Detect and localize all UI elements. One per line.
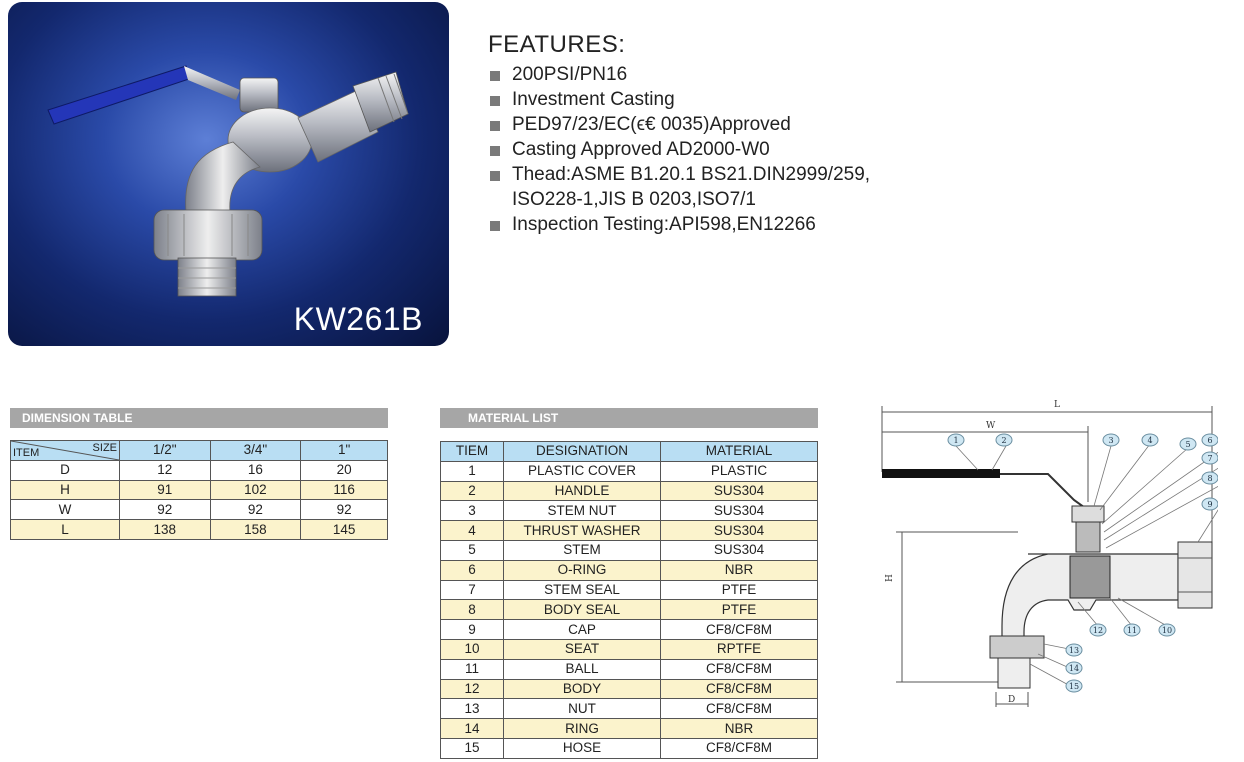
table-row [11,460,388,480]
table-row [441,738,818,758]
item-number-cell: 2 [441,481,504,501]
callout-number: 12 [1092,626,1104,635]
feature-text: Thead:ASME B1.20.1 BS21.DIN2999/259, [512,164,871,185]
feature-item [486,212,1226,237]
item-number-cell: 10 [441,639,504,659]
features-section [486,32,1226,237]
feature-text: Investment Casting [512,89,675,110]
column-header: TIEM [441,442,504,462]
bullet-square-icon [490,146,500,156]
feature-text: Casting Approved AD2000-W0 [512,139,770,160]
material-cell: PTFE [661,600,818,620]
size-header: 3/4" [210,441,301,461]
dimension-label-h: H [885,574,895,582]
callout-number: 7 [1207,454,1213,463]
bullet-square-icon [490,96,500,106]
dimension-label-l: L [1054,400,1060,410]
feature-item [486,137,1226,162]
designation-cell: HOSE [504,738,661,758]
callout-number: 10 [1161,626,1173,635]
item-number-cell: 13 [441,699,504,719]
dimension-table-title: DIMENSION TABLE [10,408,388,428]
table-row [441,560,818,580]
row-item: H [11,480,120,500]
designation-cell: STEM SEAL [504,580,661,600]
bullet-square-icon [490,71,500,81]
material-cell: PLASTIC [661,461,818,481]
size-header: 1/2" [120,441,211,461]
cell: 12 [120,460,211,480]
cell: 92 [210,500,301,520]
item-number-cell: 9 [441,620,504,640]
designation-cell: O-RING [504,560,661,580]
row-item: D [11,460,120,480]
table-row [441,620,818,640]
material-cell: CF8/CF8M [661,738,818,758]
bullet-square-icon [490,171,500,181]
corner-cell [11,441,120,461]
material-cell: CF8/CF8M [661,679,818,699]
feature-item-continuation [486,187,1226,212]
designation-cell: RING [504,719,661,739]
valve-image [8,2,449,346]
feature-item [486,87,1226,112]
table-row [441,540,818,560]
item-number-cell: 14 [441,719,504,739]
designation-cell: HANDLE [504,481,661,501]
designation-cell: THRUST WASHER [504,521,661,541]
material-cell: CF8/CF8M [661,699,818,719]
cell: 138 [120,520,211,540]
callout-number: 11 [1126,626,1138,635]
item-number-cell: 6 [441,560,504,580]
feature-text: PED97/23/EC(ϵ€ 0035)Approved [512,114,791,135]
dimension-label-d: D [1008,695,1016,705]
table-row [441,699,818,719]
table-row [441,481,818,501]
item-number-cell: 12 [441,679,504,699]
callout-number: 14 [1068,664,1080,673]
feature-item [486,162,1226,187]
material-cell: SUS304 [661,501,818,521]
material-list-table [440,441,818,759]
designation-cell: PLASTIC COVER [504,461,661,481]
designation-cell: BODY [504,679,661,699]
table-row [11,500,388,520]
column-header: MATERIAL [661,442,818,462]
callout-number: 5 [1185,440,1191,449]
item-number-cell: 7 [441,580,504,600]
feature-text: 200PSI/PN16 [512,64,628,85]
table-row [441,679,818,699]
cell: 20 [301,460,388,480]
cell: 145 [301,520,388,540]
item-number-cell: 1 [441,461,504,481]
features-list [486,62,1226,237]
item-number-cell: 3 [441,501,504,521]
cell: 92 [120,500,211,520]
size-header: 1" [301,441,388,461]
callout-number: 6 [1207,436,1213,445]
cell: 102 [210,480,301,500]
designation-cell: STEM [504,540,661,560]
features-title: FEATURES: [488,31,626,58]
cell: 16 [210,460,301,480]
material-cell: RPTFE [661,639,818,659]
model-number: KW261B [293,301,423,337]
item-number-cell: 15 [441,738,504,758]
designation-cell: STEM NUT [504,501,661,521]
table-row [441,580,818,600]
item-number-cell: 11 [441,659,504,679]
table-header-row [11,441,388,461]
item-number-cell: 8 [441,600,504,620]
designation-cell: CAP [504,620,661,640]
callout-number: 9 [1207,500,1213,509]
material-cell: PTFE [661,580,818,600]
table-row [441,639,818,659]
callout-number: 2 [1001,436,1007,445]
feature-item [486,112,1226,137]
table-row [441,521,818,541]
row-item: L [11,520,120,540]
material-list-title: MATERIAL LIST [440,408,818,428]
corner-size-label: SIZE [92,442,117,454]
table-row [441,600,818,620]
cell: 158 [210,520,301,540]
column-header: DESIGNATION [504,442,661,462]
callout-number: 4 [1147,436,1153,445]
material-cell: NBR [661,719,818,739]
callout-number: 3 [1108,436,1114,445]
dimension-label-w: W [986,421,996,431]
callout-number: 8 [1207,474,1213,483]
table-row [441,659,818,679]
cell: 91 [120,480,211,500]
table-row [11,520,388,540]
designation-cell: BODY SEAL [504,600,661,620]
cell: 116 [301,480,388,500]
table-header-row [441,442,818,462]
dimension-table [10,440,388,540]
feature-text: ISO228-1,JIS B 0203,ISO7/1 [512,189,756,210]
item-number-cell: 5 [441,540,504,560]
callout-number: 1 [953,436,959,445]
feature-item [486,62,1226,87]
cell: 92 [301,500,388,520]
product-photo [8,2,449,346]
feature-text: Inspection Testing:API598,EN12266 [512,214,816,235]
material-cell: CF8/CF8M [661,659,818,679]
designation-cell: NUT [504,699,661,719]
technical-drawing [878,392,1218,722]
designation-cell: SEAT [504,639,661,659]
table-row [11,480,388,500]
material-cell: SUS304 [661,540,818,560]
item-number-cell: 4 [441,521,504,541]
material-cell: SUS304 [661,481,818,501]
corner-item-label: ITEM [13,446,40,459]
bullet-square-icon [490,121,500,131]
callout-number: 13 [1068,646,1080,655]
designation-cell: BALL [504,659,661,679]
table-row [441,719,818,739]
table-row [441,501,818,521]
table-row [441,461,818,481]
row-item: W [11,500,120,520]
material-cell: NBR [661,560,818,580]
callout-number: 15 [1068,682,1080,691]
bullet-square-icon [490,221,500,231]
material-cell: CF8/CF8M [661,620,818,640]
material-cell: SUS304 [661,521,818,541]
